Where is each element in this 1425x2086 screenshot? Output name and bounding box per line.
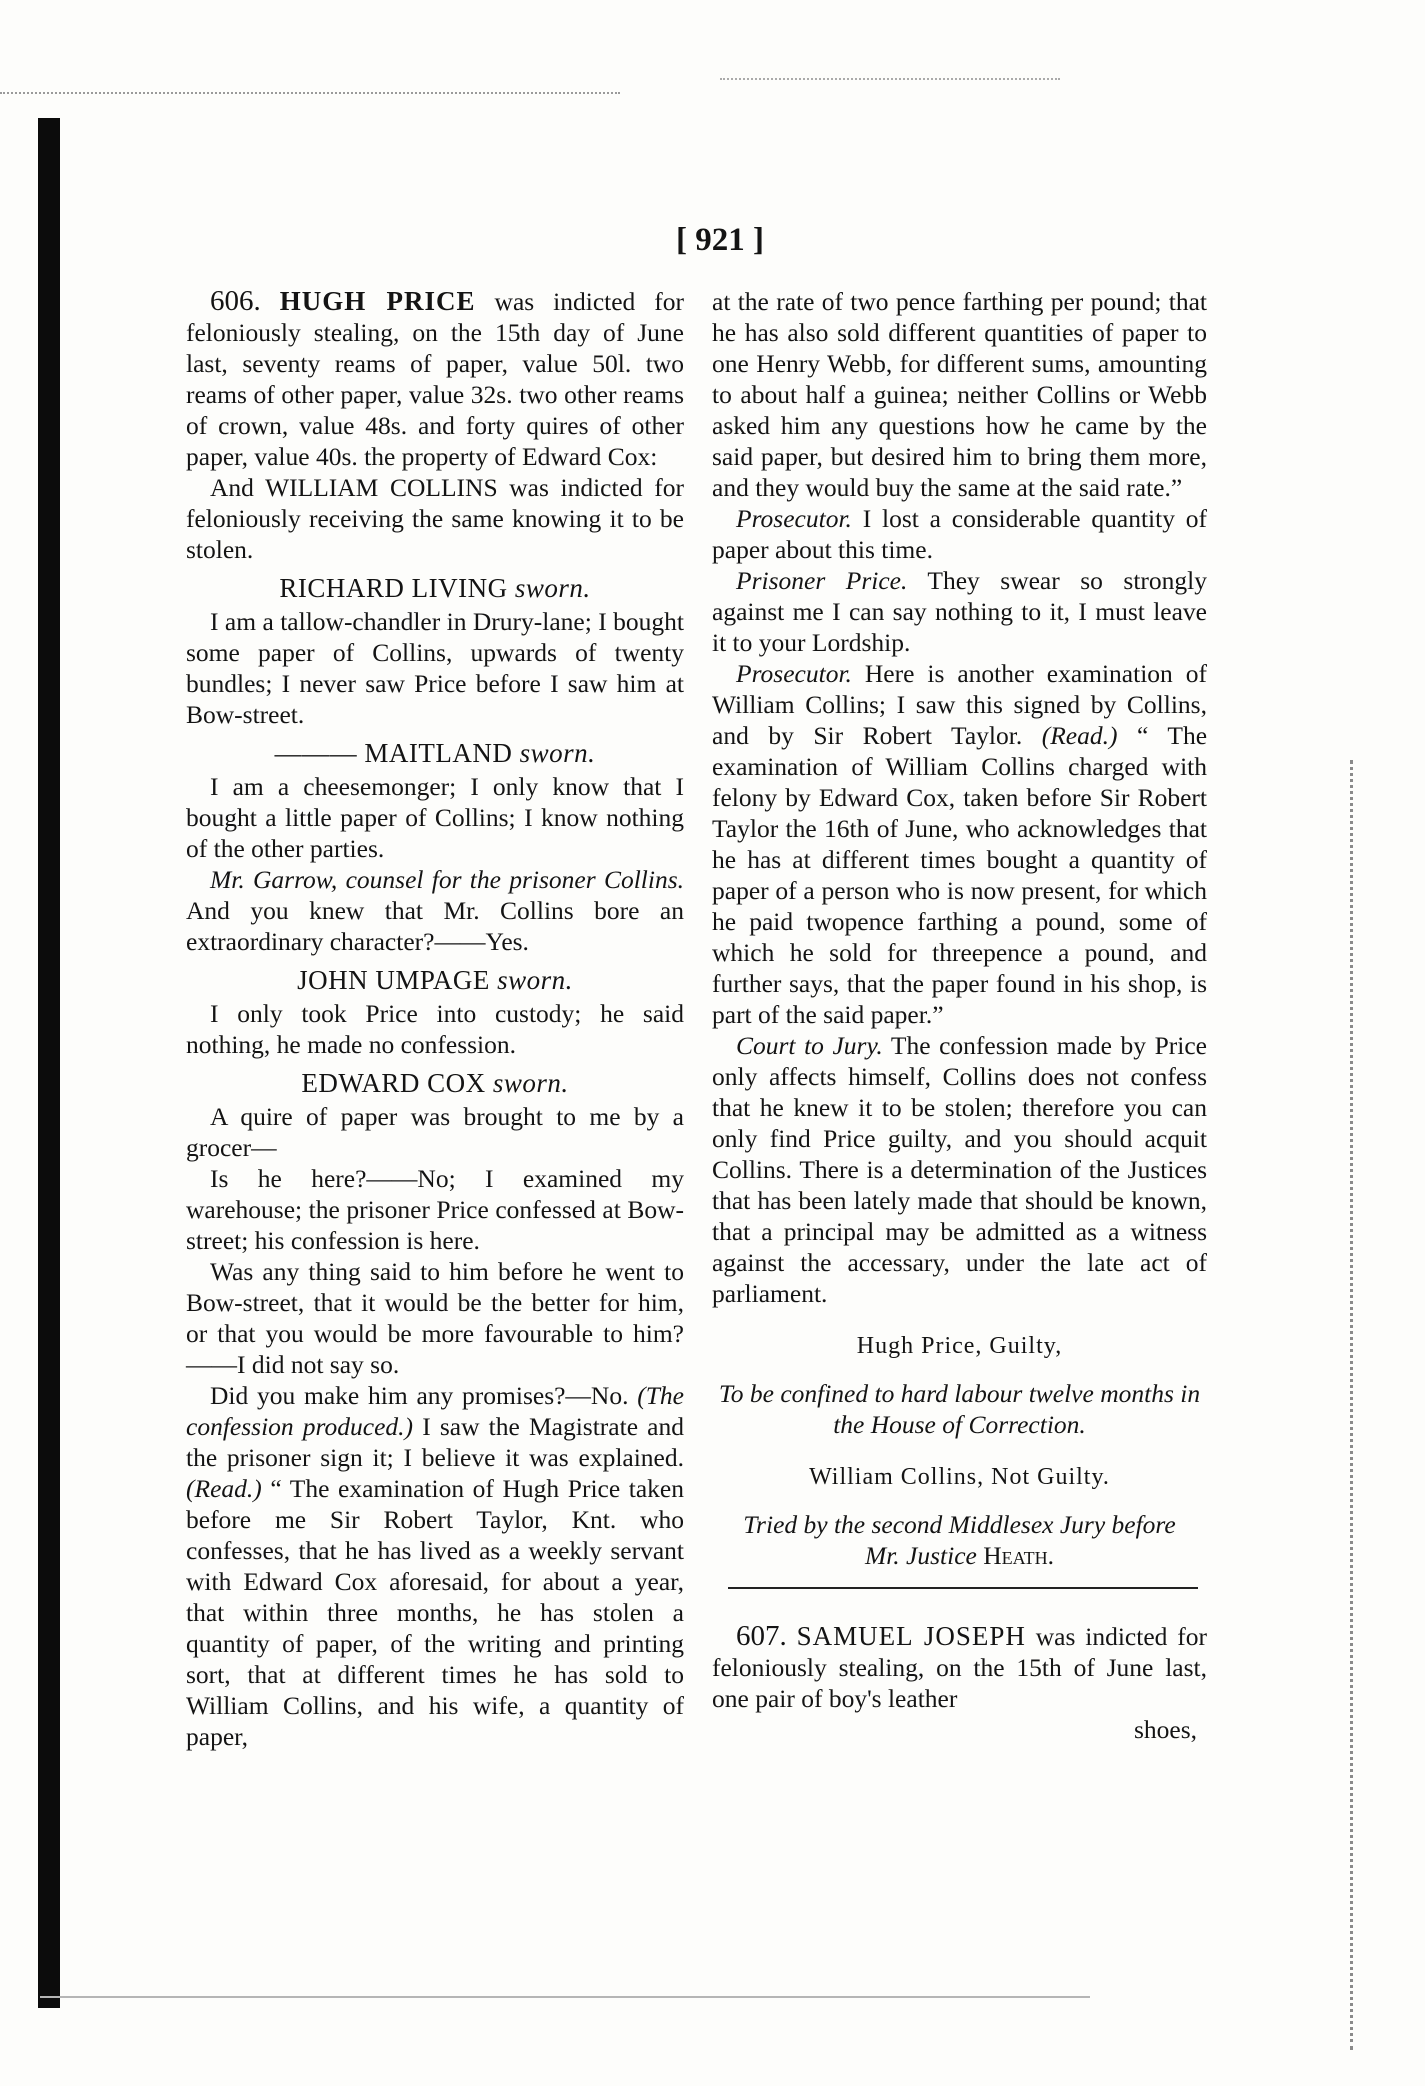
left-column [186, 286, 684, 1752]
prosecutor-statement: Prosecutor. I lost a considerable quantity of paper about this time. [712, 504, 1208, 564]
catchword: shoes, [1133, 1715, 1197, 1744]
verdict-collins: William Collins, Not Guilty. [809, 1464, 1110, 1490]
prisoner-statement: Prisoner Price. They swear so strongly against me I can say nothing to it, I must leave it to your Lordship. [712, 566, 1207, 657]
witness-testimony: Was any thing said to him before he went to Bow-street, that it would be the better for him, or that you would be more favourable to him?——I did not say so. [186, 1257, 684, 1379]
confession-continued: at the rate of two pence farthing per pound; that he has also sold different quantities of paper to one Henry Webb, for different sums, amounting to about half a guinea; neither Collins or Webb asked him any questions how he came by the said paper, but desired him to bring them more, and they would buy the same at the said rate.” [712, 287, 1207, 502]
case-number: 606. [210, 285, 261, 317]
witness-testimony: Is he here?——No; I examined my warehouse; the prisoner Price confessed at Bow-street; his confession is here. [186, 1164, 684, 1255]
scan-edge-top-right [720, 78, 1060, 80]
witness-heading: JOHN UMPAGE sworn. [297, 965, 573, 995]
witness-testimony: I am a cheesemonger; I only know that I bought a little paper of Collins; I know nothing of the other parties. [186, 772, 684, 863]
prosecutor-statement: Prosecutor. Here is another examination of William Collins; I saw this signed by Collins, and by Sir Robert Taylor. (Read.) “ The examination of William Collins charged with felony by Edward Cox, taken before Sir Robert Taylor the 16th of June, who acknowledges that he has at different times bought a quantity of paper of a person who is now present, for which he paid twopence farthing a pound, some of which he sold for threepence a pound, and further says, that the paper found in his shop, is part of the said paper.” [712, 659, 1208, 1029]
indictment-text: was indicted for feloniously stealing, on the 15th day of June last, seventy reams of paper, value 50l. two reams of other paper, value 32s. two other reams of crown, value 48s. and forty quires of other paper, value 40s. the property of Edward Cox: [186, 287, 685, 471]
scan-edge-bottom [40, 1996, 1090, 1998]
defendant-name: HUGH PRICE [279, 286, 476, 316]
counsel-question: Mr. Garrow, counsel for the prisoner Collins. And you knew that Mr. Collins bore an extraordinary character?——Yes. [186, 865, 684, 956]
witness-testimony: I am a tallow-chandler in Drury-lane; I bought some paper of Collins, upwards of twenty bundles; I never saw Price before I saw him at Bow-street. [186, 607, 684, 729]
case-607-indictment: 607. SAMUEL JOSEPH was indicted for feloniously stealing, on the 15th of June last, one pair of boy's leather [712, 1620, 1207, 1713]
witness-testimony: A quire of paper was brought to me by a grocer— [186, 1102, 684, 1162]
verdict-price: Hugh Price, Guilty, [856, 1333, 1063, 1359]
book-spine-shadow [38, 118, 60, 2008]
witness-heading: EDWARD COX sworn. [301, 1068, 569, 1098]
defendant-name: SAMUEL JOSEPH [796, 1621, 1026, 1651]
witness-heading: ——— MAITLAND sworn. [274, 738, 596, 768]
case-number: 607. [736, 1620, 787, 1652]
page-number: [ 921 ] [676, 222, 764, 258]
right-column [712, 286, 1207, 1745]
scan-edge-right [1350, 760, 1353, 2050]
collins-indictment: And WILLIAM COLLINS was indicted for feloniously receiving the same knowing it to be stolen. [186, 473, 684, 564]
witness-testimony: I only took Price into custody; he said nothing, he made no confession. [186, 999, 684, 1059]
witness-testimony: Did you make him any promises?—No. (The confession produced.) I saw the Magistrate and the prisoner sign it; I believe it was explained. (Read.) “ The examination of Hugh Price taken before me Sir Robert Taylor, Knt. who confesses, that he has lived as a weekly servant with Edward Cox aforesaid, for about a year, that within three months, he has stolen a quantity of paper, of the writing and printing sort, that at different times he has sold to William Collins, and his wife, a quantity of paper, [186, 1381, 684, 1751]
court-direction: Court to Jury. The confession made by Price only affects himself, Collins does not confess that he knew it to be stolen; therefore you can only find Price guilty, and you should acquit Collins. There is a determination of the Justices that has been lately made that should be known, that a principal may be admitted as a witness against the accessary, under the late act of parliament. [712, 1031, 1207, 1308]
trial-note: Tried by the second Middlesex Jury before Mr. Justice Heath. [743, 1510, 1176, 1570]
scan-edge-top [0, 92, 620, 94]
witness-heading: RICHARD LIVING sworn. [279, 573, 591, 603]
section-divider [728, 1587, 1198, 1589]
case-606-indictment [186, 286, 684, 472]
sentence-price: To be confined to hard labour twelve months in the House of Correction. [718, 1379, 1201, 1439]
